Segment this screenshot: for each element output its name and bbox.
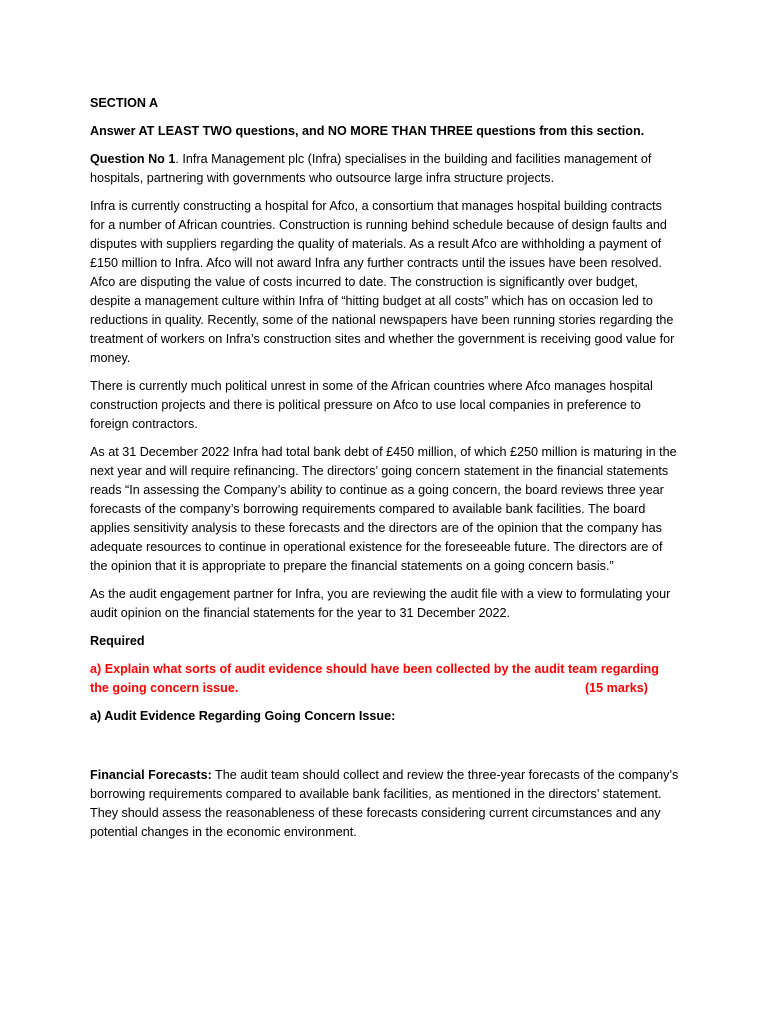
required-part-a-text: a) Explain what sorts of audit evidence should have been collected by the audit team regarding the going concern issue. — [90, 662, 659, 695]
required-marks: (15 marks) — [584, 681, 648, 695]
question-intro-text: . Infra Management plc (Infra) specialises in the building and facilities management of hospitals, partnering with governments who outsource large infra structure projects. — [90, 152, 652, 185]
answer-paragraph-forecasts — [90, 766, 680, 842]
section-instructions: Answer AT LEAST TWO questions, and NO MORE THAN THREE questions from this section. — [90, 124, 645, 138]
scenario-paragraph-political: There is currently much political unrest in some of the African countries where Afco manages hospital construction projects and there is political pressure on Afco to use local companies in preference to foreign contractors. — [90, 379, 653, 431]
question-intro-paragraph — [90, 150, 680, 188]
required-part-a — [90, 660, 680, 698]
required-label: Required — [90, 634, 145, 648]
scenario-paragraph-audit-role: As the audit engagement partner for Infra, you are reviewing the audit file with a view to formulating your audit opinion on the financial statements for the year to 31 December 2022. — [90, 587, 671, 620]
answer-lead: Financial Forecasts: — [90, 768, 212, 782]
answer-body: The audit team should collect and review the three-year forecasts of the company’s borrowing requirements compared to available bank facilities, as mentioned in the directors’ statement. They should assess the reasonableness of these forecasts considering current circumstances and any potential changes in the economic environment. — [90, 768, 679, 839]
document-page — [90, 94, 680, 851]
section-title: SECTION A — [90, 96, 159, 110]
scenario-paragraph-debt: As at 31 December 2022 Infra had total bank debt of £450 million, of which £250 million is maturing in the next year and will require refinancing. The directors’ going concern statement in the financial statements reads “In assessing the Company’s ability to continue as a going concern, the board reviews three year forecasts of the company’s borrowing requirements compared to available bank facilities. The board applies sensitivity analysis to these forecasts and the directors are of the opinion that the company has adequate resources to continue in operational existence for the foreseeable future. The directors are of the opinion that it is appropriate to prepare the financial statements on a going concern basis.” — [90, 445, 677, 573]
answer-heading: a) Audit Evidence Regarding Going Concern Issue: — [90, 709, 396, 723]
scenario-paragraph-construction: Infra is currently constructing a hospital for Afco, a consortium that manages hospital building contracts for a number of African countries. Construction is running behind schedule because of design faults and disputes with suppliers regarding the quality of materials. As a result Afco are withholding a payment of £150 million to Infra. Afco will not award Infra any further contracts until the issues have been resolved. Afco are disputing the value of costs incurred to date. The construction is significantly over budget, despite a management culture within Infra of “hitting budget at all costs” which has on occasion led to reductions in quality. Recently, some of the national newspapers have been running stories regarding the treatment of workers on Infra’s construction sites and whether the government is receiving good value for money. — [90, 199, 675, 365]
question-label: Question No 1 — [90, 152, 176, 166]
